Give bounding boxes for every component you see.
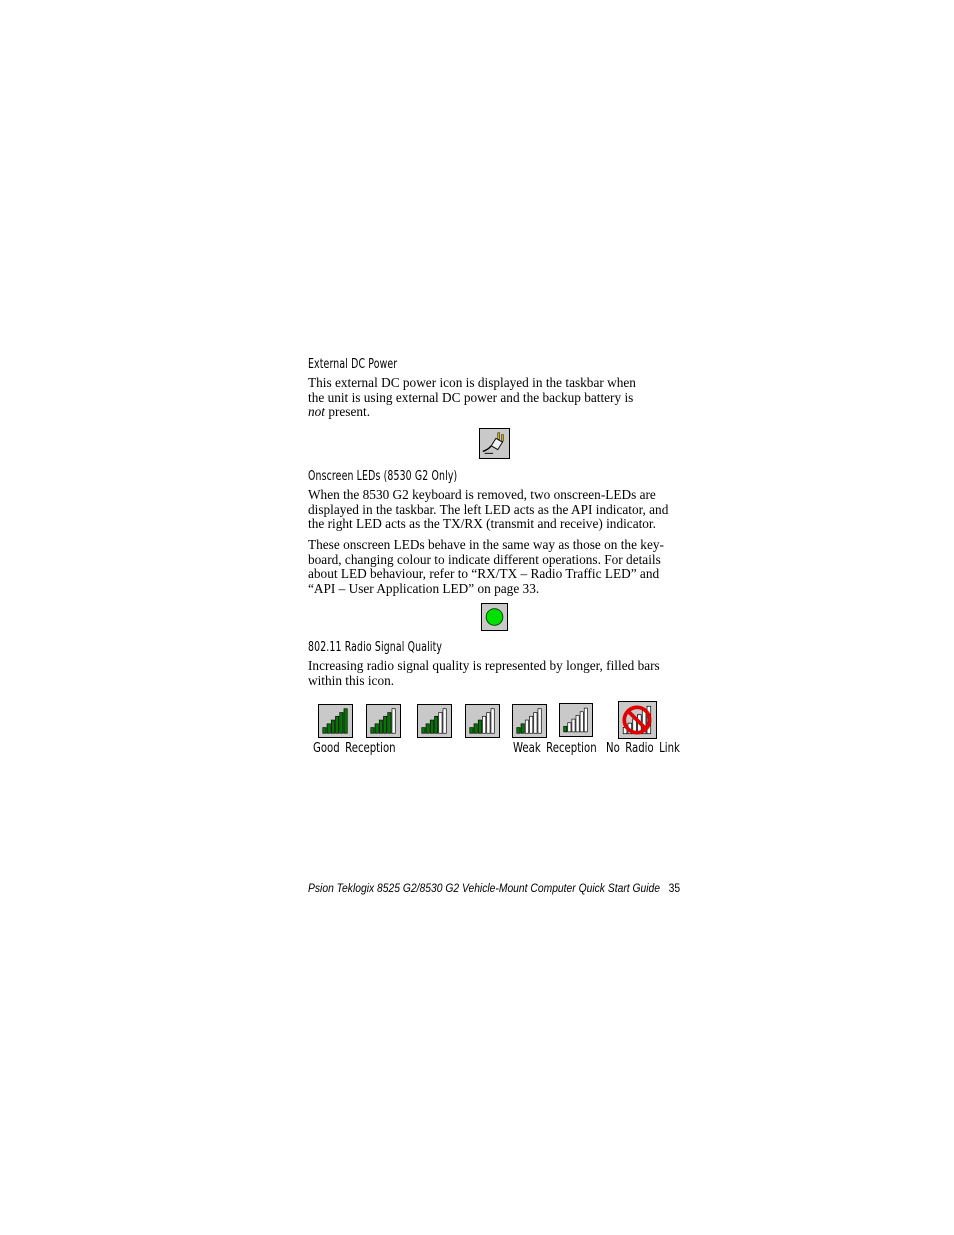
signal-bar-filled xyxy=(564,726,567,731)
signal-bar-filled xyxy=(327,724,330,733)
signal-bar-empty xyxy=(584,708,587,732)
signal-bar-filled xyxy=(371,728,374,734)
heading-radio-signal-quality: 802.11 Radio Signal Quality xyxy=(308,640,443,655)
signal-1-bar-icon xyxy=(559,703,593,737)
signal-bar-filled xyxy=(384,716,387,733)
text-line: the unit is using external DC power and the backup battery is xyxy=(308,389,634,405)
signal-bar-empty xyxy=(483,716,486,733)
text-line: displayed in the taskbar. The left LED acts as the API indicator, and xyxy=(308,501,669,517)
page-number: 35 xyxy=(668,881,681,895)
signal-bar-empty xyxy=(534,713,537,734)
signal-2-bars-icon xyxy=(512,704,547,738)
text-line: the right LED acts as the TX/RX (transmit and receive) indicator. xyxy=(308,516,656,532)
signal-bar-empty xyxy=(392,709,395,733)
signal-bar-filled xyxy=(435,716,438,733)
paragraph-external-dc-power xyxy=(308,376,682,420)
signal-bar-filled xyxy=(478,720,481,733)
signal-bar-empty xyxy=(530,716,533,733)
emphasis-not: not xyxy=(308,404,325,420)
signal-bar-filled xyxy=(422,728,425,734)
caption-weak-reception: Weak Reception xyxy=(513,740,597,756)
text-line: “API – User Application LED” on page 33. xyxy=(308,580,540,596)
text-fragment: present. xyxy=(325,404,371,420)
signal-bar-empty xyxy=(487,713,490,734)
signal-bar-filled xyxy=(340,713,343,734)
green-led-icon xyxy=(481,603,508,631)
signal-bar-empty xyxy=(525,720,528,733)
page-footer xyxy=(308,881,680,895)
signal-bar-filled xyxy=(426,724,429,733)
signal-bar-empty xyxy=(580,712,583,732)
signal-bar-filled xyxy=(379,720,382,733)
signal-bar-filled xyxy=(517,728,520,734)
signal-5-bars-icon xyxy=(366,704,401,738)
text-line: board, changing colour to indicate different operations. For details xyxy=(308,551,661,567)
signal-bar-filled xyxy=(388,713,391,734)
paragraph-leds-1 xyxy=(308,488,682,532)
caption-good-reception: Good Reception xyxy=(313,740,396,756)
signal-bar-filled xyxy=(430,720,433,733)
text-line: within this icon. xyxy=(308,672,395,688)
signal-3-bars-icon xyxy=(465,704,500,738)
heading-onscreen-leds: Onscreen LEDs (8530 G2 Only) xyxy=(308,469,458,484)
text-line xyxy=(308,405,682,420)
text-line: This external DC power icon is displayed in the taskbar when xyxy=(308,375,636,390)
signal-bar-filled xyxy=(323,728,326,734)
text-line: These onscreen LEDs behave in the same way as those on the key- xyxy=(308,537,664,552)
text-line: about LED behaviour, refer to “RX/TX – Radio Traffic LED” and xyxy=(308,566,660,582)
paragraph-leds-2 xyxy=(308,538,682,596)
text-line: Increasing radio signal quality is represented by longer, filled bars xyxy=(308,658,660,673)
signal-bar-empty xyxy=(443,709,446,733)
text-line: When the 8530 G2 keyboard is removed, two onscreen-LEDs are xyxy=(308,487,656,502)
signal-bar-filled xyxy=(474,724,477,733)
signal-bar-empty xyxy=(491,709,494,733)
no-radio-link-icon xyxy=(618,701,657,739)
signal-6-bars-icon xyxy=(318,704,353,738)
paragraph-radio-signal xyxy=(308,659,682,688)
signal-bar-empty xyxy=(572,719,575,732)
signal-bar-filled xyxy=(375,724,378,733)
signal-bar-empty xyxy=(439,713,442,734)
signal-bar-empty xyxy=(538,709,541,733)
footer-title: Psion Teklogix 8525 G2/8530 G2 Vehicle-Mount Computer Quick Start Guide xyxy=(308,881,661,895)
signal-bar-filled xyxy=(331,720,334,733)
signal-bar-filled xyxy=(470,728,473,734)
signal-bar-filled xyxy=(521,724,524,733)
signal-bar-filled xyxy=(344,709,347,733)
signal-bar-filled xyxy=(336,716,339,733)
signal-bar-empty xyxy=(576,715,579,731)
caption-no-radio-link: No Radio Link xyxy=(606,740,680,756)
heading-external-dc-power: External DC Power xyxy=(308,357,398,372)
signal-bar-empty xyxy=(568,723,571,732)
dc-power-plug-icon xyxy=(479,428,510,459)
signal-4-bars-icon xyxy=(417,704,452,738)
